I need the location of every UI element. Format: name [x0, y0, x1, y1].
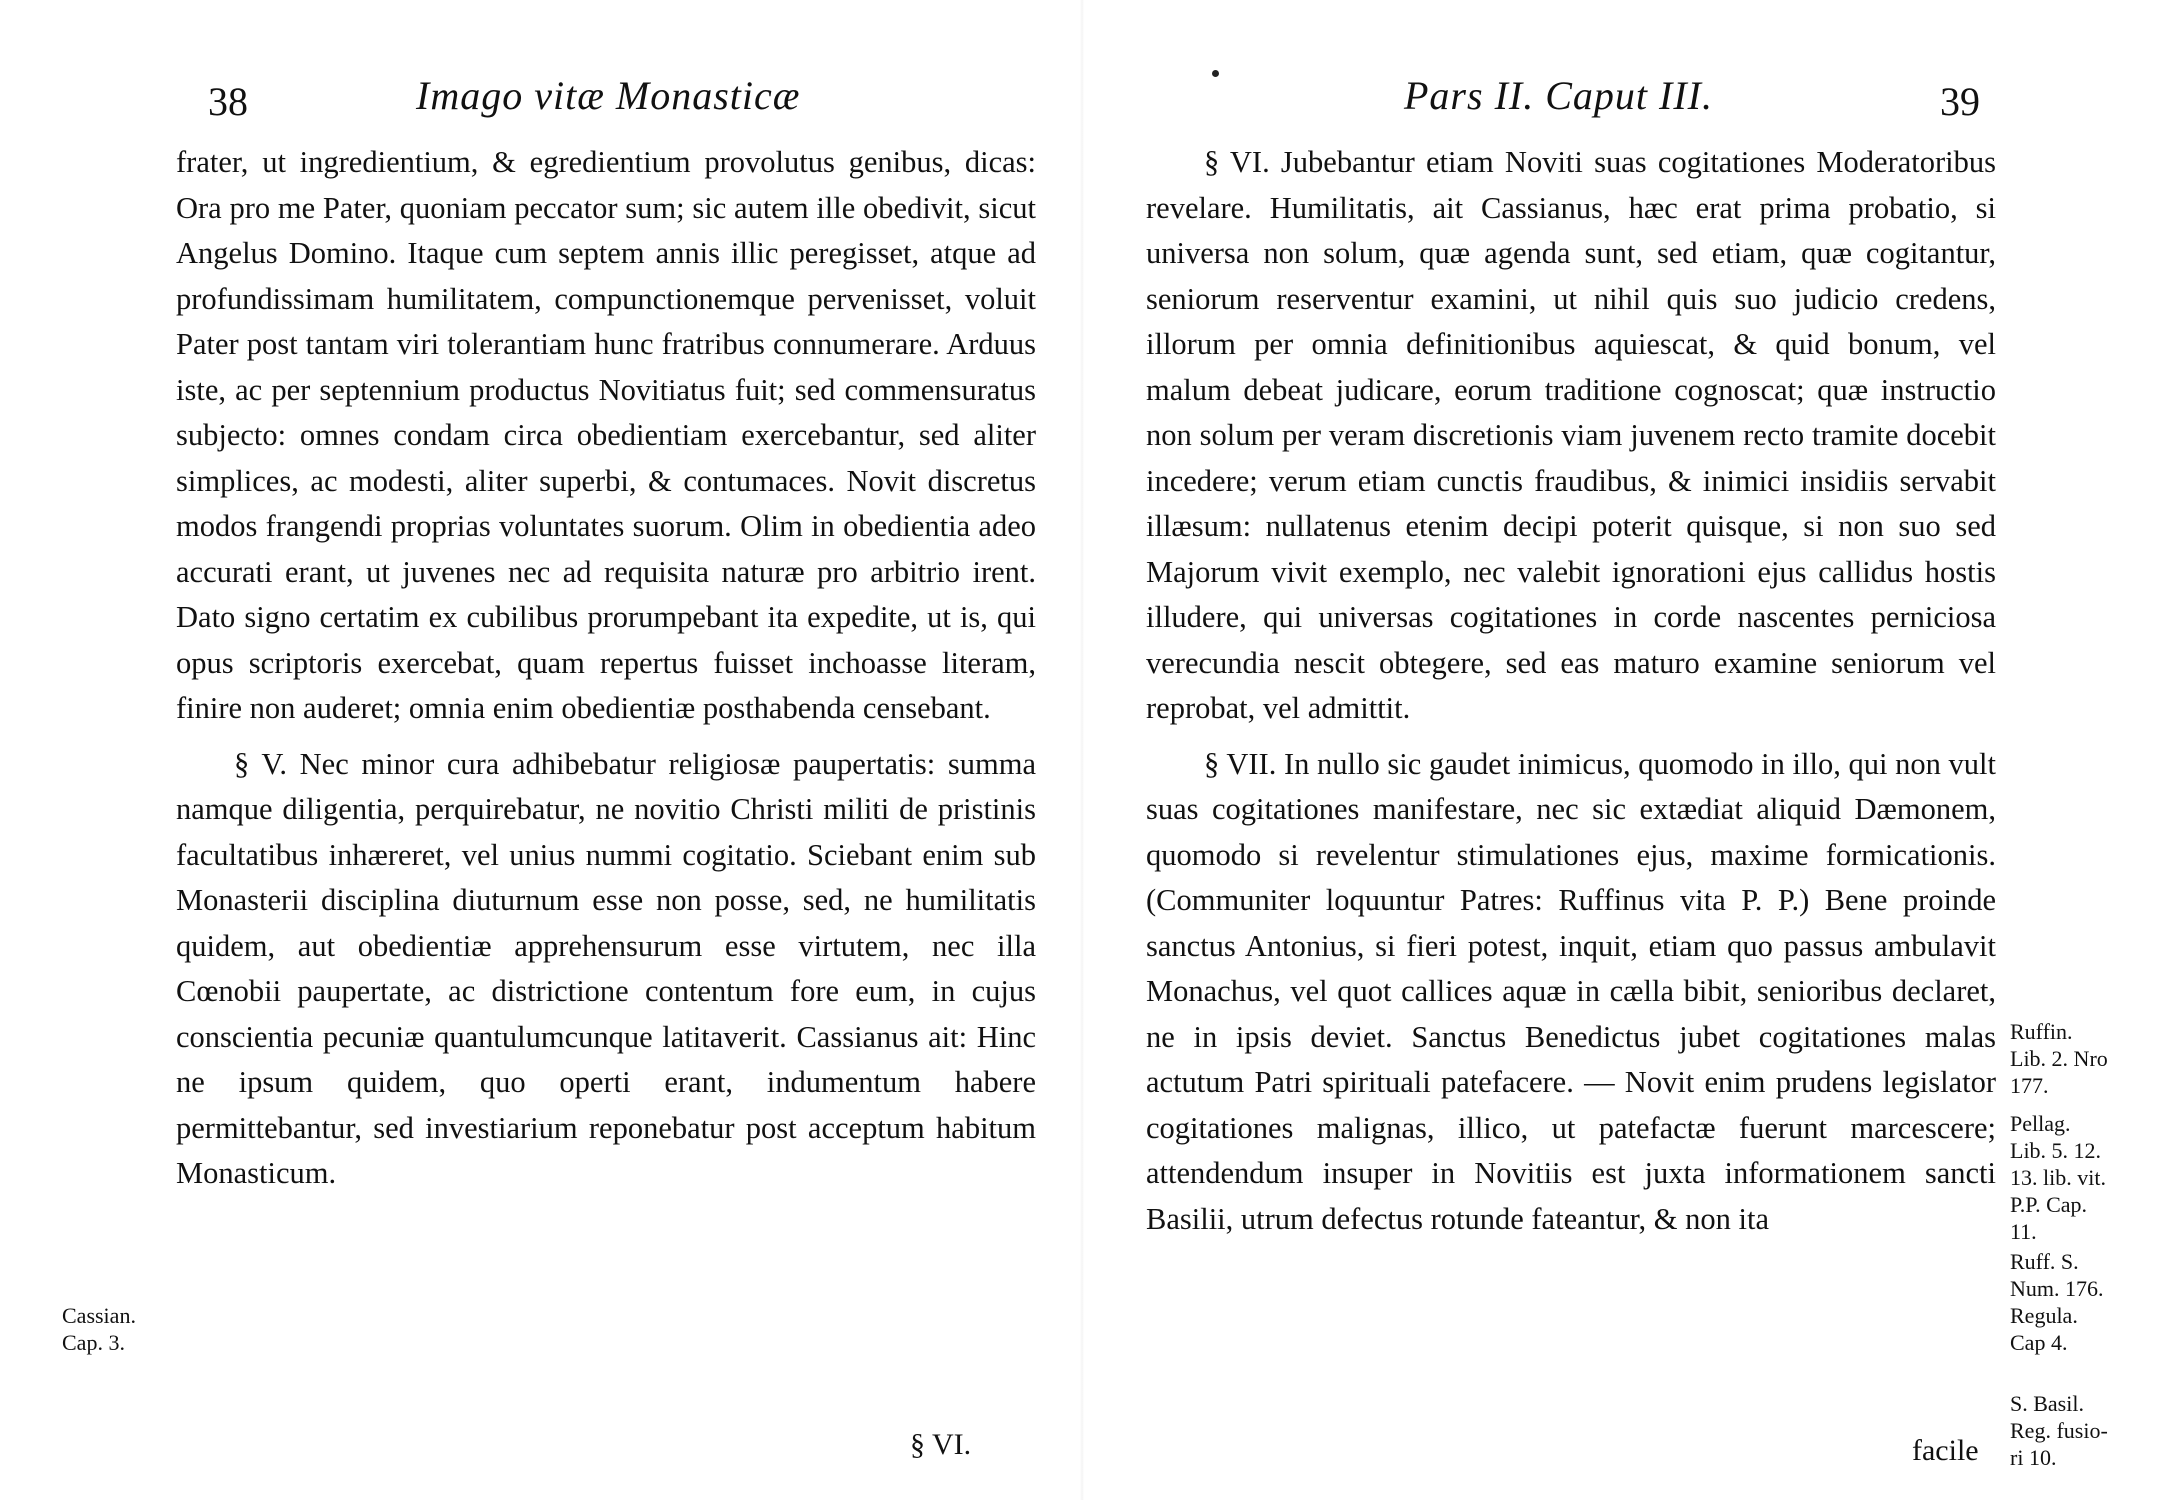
margin-note-line: Regula. — [2010, 1303, 2078, 1328]
margin-note-line: Ruff. S. — [2010, 1249, 2079, 1274]
margin-note-line: Cassian. — [62, 1303, 136, 1328]
right-margin-note-basil — [2010, 1390, 2108, 1471]
right-margin-note-pellag — [2010, 1110, 2106, 1245]
margin-note-line: Cap. 3. — [62, 1330, 125, 1355]
left-body-text — [176, 140, 1036, 1197]
margin-note-line: P.P. Cap. — [2010, 1192, 2088, 1217]
margin-note-line: 13. lib. vit. — [2010, 1165, 2106, 1190]
right-page — [1082, 0, 2164, 1500]
left-page-number: 38 — [208, 79, 248, 124]
margin-note-line: Lib. 5. 12. — [2010, 1138, 2102, 1163]
right-paragraph-2: § VII. In nullo sic gaudet inimicus, quomodo in illo, qui non vult suas cogitationes manifestare, nec sic extædiat aliquid Dæmonem, quomodo si revelentur stimulationes ejus, maxime formicationis. (Communiter loquuntur Patres: Ruffinus vita P. P.) Bene proinde sanctus Antonius, si fieri potest, inquit, etiam quo passus ambulavit Monachus, vel quot callices aquæ in cælla bibit, senioribus declaret, ne in ipsis deviet. Sanctus Benedictus jubet cogitationes malas actutum Patri spirituali patefacere. — Novit enim prudens legislator cogitationes malignas, illico, ut patefactæ fuerunt marcescere; attendendum insuper in Novitiis est juxta informationem sancti Basilii, utrum defectus rotunde fateantur, & non ita — [1146, 746, 1996, 1236]
margin-note-line: 11. — [2010, 1219, 2037, 1244]
right-margin-note-ruff-s — [2010, 1248, 2104, 1302]
right-page-number: 39 — [1940, 79, 1980, 124]
margin-note-line: Ruffin. — [2010, 1019, 2073, 1044]
right-body-text — [1146, 140, 1996, 1242]
right-running-head: Pars II. Caput III. — [1404, 73, 1713, 118]
margin-note-line: Num. 176. — [2010, 1276, 2104, 1301]
left-paragraph-2: § V. Nec minor cura adhibebatur religiosæ paupertatis: summa namque diligentia, perquirebatur, ne novitio Christi militi de pristinis facultatibus inhæreret, vel unius nummi cogitatio. Sciebant enim sub Monasterii disciplina diuturnum esse non posse, sed, ne humilitatis quidem, aut obedientiæ apprehensurum esse virtutem, nec illa Cœnobii paupertate, ac districtione contentum fore eum, in cujus conscientia pecuniæ quantulumcunque latitaverit. Cassianus ait: Hinc ne ipsum quidem, quo operti erant, indumentum habere permittebantur, sed investiarium reponebatur post acceptum habitum Monasticum. — [176, 746, 1036, 1190]
left-margin-note — [62, 1302, 136, 1356]
left-catchword: § VI. — [910, 1428, 972, 1461]
left-paragraph-1: frater, ut ingredientium, & egredientium provolutus genibus, dicas: Ora pro me Pater, quoniam peccator sum; sic autem ille obedivit, sicut Angelus Domino. Itaque cum septem annis illic peregisset, atque ad profundissimam humilitatem, compunctionemque pervenisset, voluit Pater post tantam viri tolerantiam hunc fratribus connumerare. Arduus iste, ac per septennium productus Novitiatus fuit; sed commensuratus subjecto: omnes condam circa obedientiam exercebantur, sed aliter simplices, ac modesti, aliter superbi, & contumaces. Novit discretus modos frangendi proprias voluntates suorum. Olim in obedientia adeo accurati erant, ut juvenes nec ad requisita naturæ pro arbitrio irent. Dato signo certatim ex cubilibus prorumpebant ita expedite, ut is, qui opus scriptoris exercebat, quam repertus fuisset inchoasse literam, finire non auderet; omnia enim obedientiæ posthabenda censebant. — [176, 145, 1036, 725]
margin-note-line: S. Basil. — [2010, 1391, 2084, 1416]
margin-note-line: Pellag. — [2010, 1111, 2071, 1136]
margin-note-line: 177. — [2010, 1073, 2049, 1098]
margin-note-line: Cap 4. — [2010, 1330, 2068, 1355]
right-catchword: facile — [1912, 1434, 1979, 1467]
right-paragraph-1: § VI. Jubebantur etiam Noviti suas cogitationes Moderatoribus revelare. Humilitatis, ait Cassianus, hæc erat prima probatio, si universa non solum, quæ agenda sunt, sed etiam, quæ cogitantur, seniorum reserventur examini, ut nihil quis suo judicio credens, illorum per omnia definitionibus aquiescat, & quid bonum, vel malum debeat judicare, eorum traditione cognoscat; quæ instructio non solum per veram discretionis viam juvenem recto tramite docebit incedere; verum etiam cunctis fraudibus, & inimici insidiis servabit illæsum: nullatenus etenim decipi poterit quisque, si non suo sed Majorum vivit exemplo, nec valebit ignorationi ejus callidus hostis illudere, qui universas cogitationes in corde nascentes perniciosa verecundia nescit obtegere, sed eas maturo examine seniorum vel reprobat, vel admittit. — [1146, 145, 1996, 725]
margin-note-line: Lib. 2. Nro — [2010, 1046, 2108, 1071]
right-margin-note-ruffin — [2010, 1018, 2108, 1099]
left-running-head: Imago vitæ Monasticæ — [416, 73, 801, 118]
margin-note-line: Reg. fusio- — [2010, 1418, 2108, 1443]
right-margin-note-regula — [2010, 1302, 2078, 1356]
margin-note-line: ri 10. — [2010, 1445, 2057, 1470]
